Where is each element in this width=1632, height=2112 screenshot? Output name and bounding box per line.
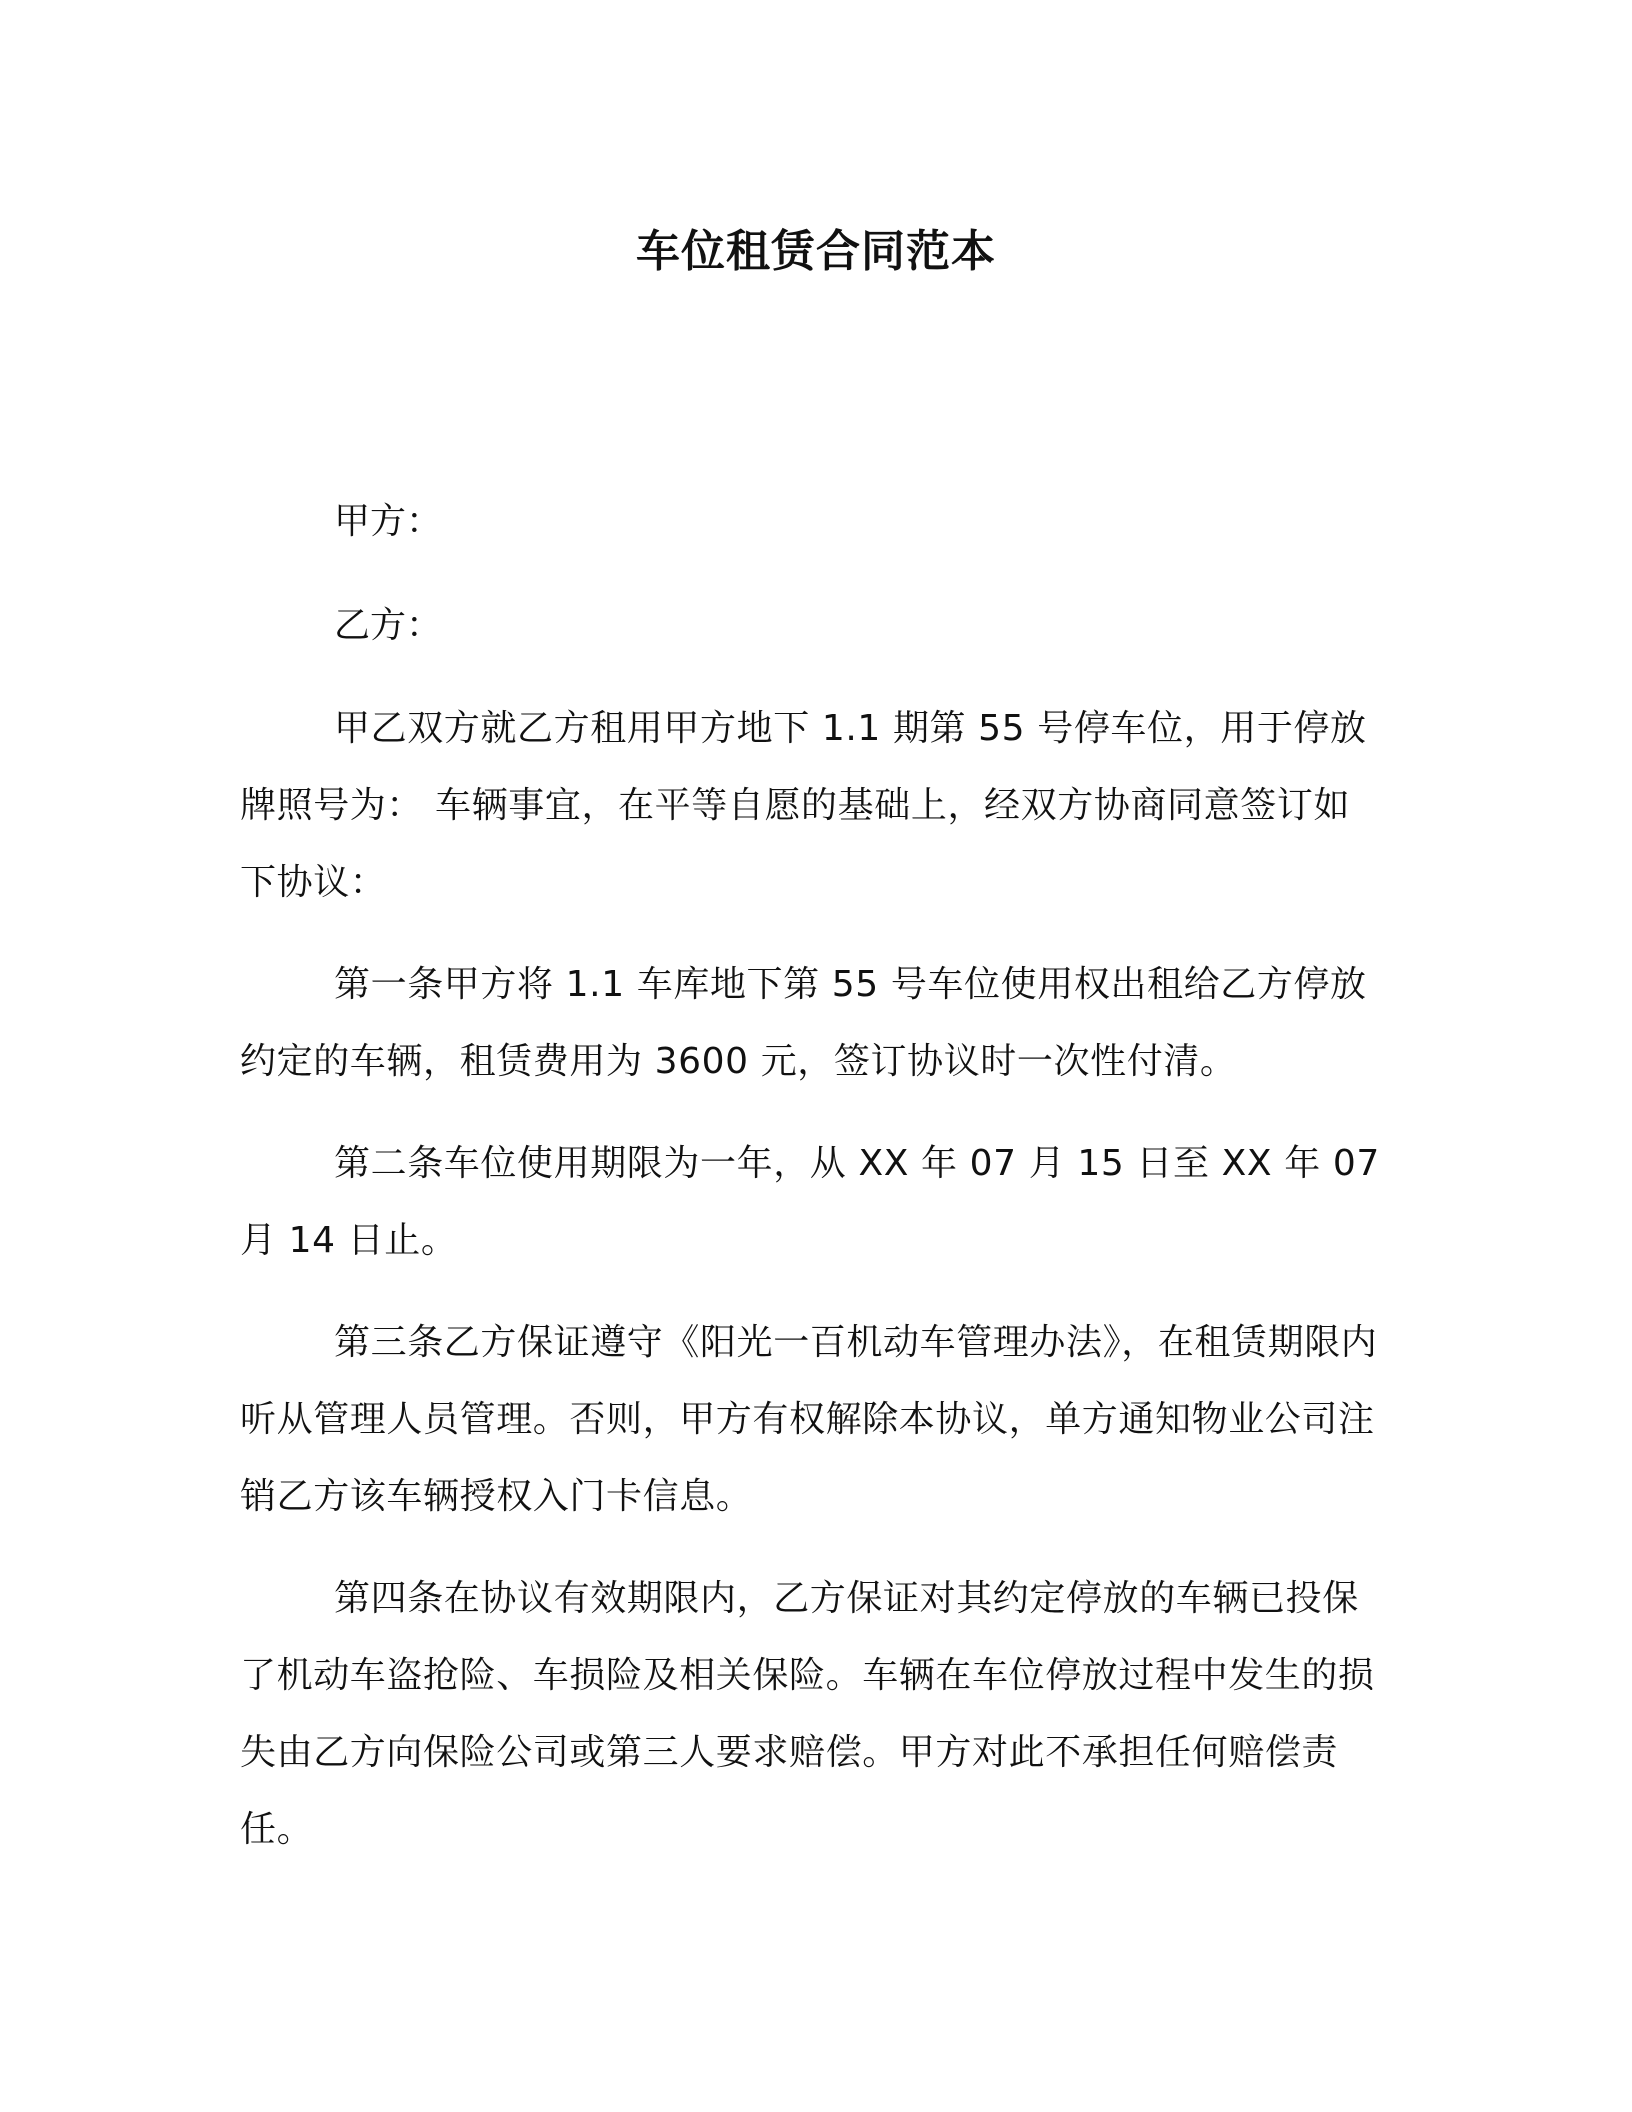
paragraph-article-3: 第三条乙方保证遵守《阳光一百机动车管理办法》，在租赁期限内听从管理人员管理。否则，甲方有权解除本协议，单方通知物业公司注销乙方该车辆授权入门卡信息。 [240,1322,1378,1517]
paragraph-intro: 甲乙双方就乙方租用甲方地下 1.1 期第 55 号停车位，用于停放牌照号为： 车辆事宜，在平等自愿的基础上，经双方协商同意签订如下协议： [240,708,1367,903]
document-title: 车位租赁合同范本 [636,226,996,277]
contract-body [240,690,1380,1893]
paragraph-article-2: 第二条车位使用期限为一年，从 XX 年 07 月 15 日至 XX 年 07 月 14 日止。 [240,1143,1380,1261]
paragraph-article-4: 第四条在协议有效期限内，乙方保证对其约定停放的车辆已投保了机动车盗抢险、车损险及相关保险。车辆在车位停放过程中发生的损失由乙方向保险公司或第三人要求赔偿。甲方对此不承担任何赔偿责任。 [240,1578,1375,1850]
party-b-label: 乙方： [334,605,443,646]
paragraph-article-1: 第一条甲方将 1.1 车库地下第 55 号车位使用权出租给乙方停放约定的车辆，租赁费用为 3600 元，签订协议时一次性付清。 [240,964,1367,1082]
party-a-label: 甲方： [334,501,443,542]
